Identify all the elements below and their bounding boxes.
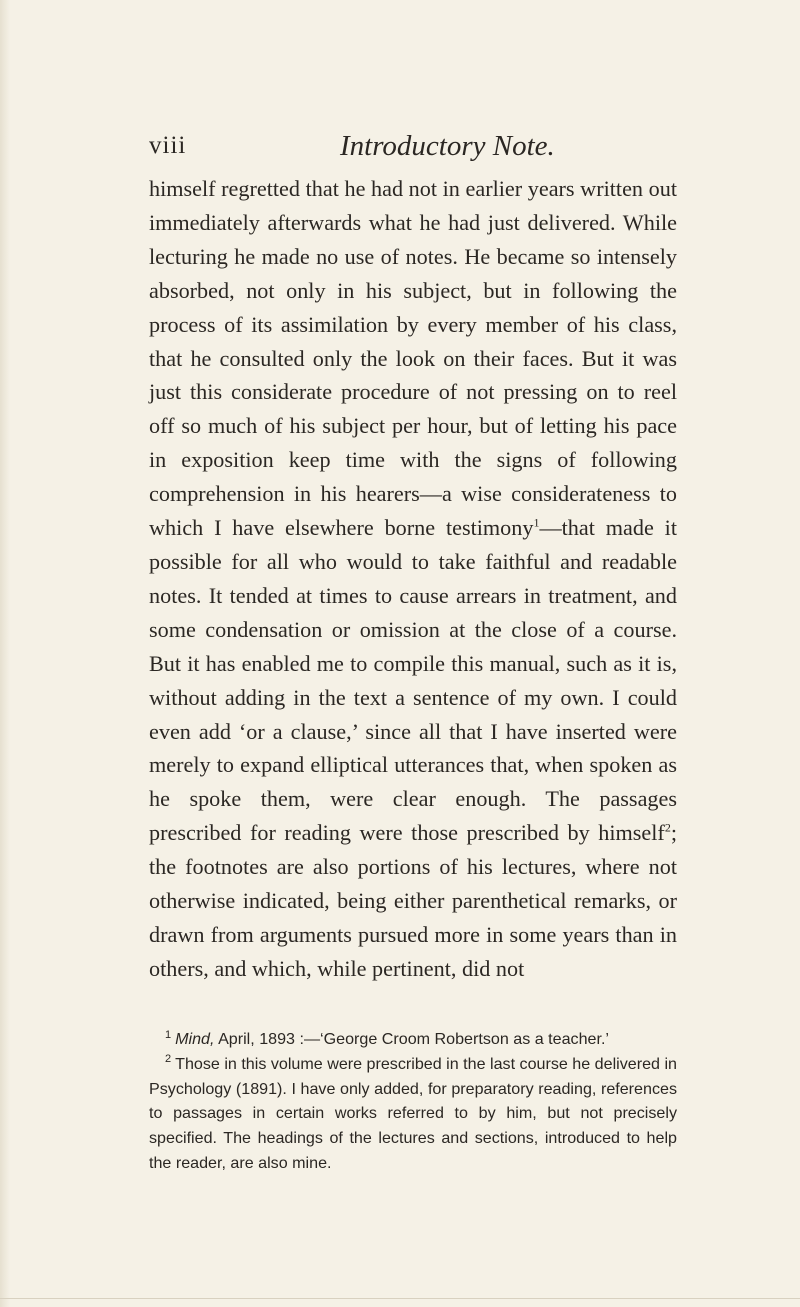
body-segment-2: —that made it possible for all who would to take faithful and readable notes. It tended at times to cause arrears in treatment, and some condensation or omission at the close of a course. But it has enabled me to compile this manual, such as it is, without adding in the text a sentence of my own. I could even add ‘or a clause,’ since all that I have inserted were merely to expand elliptical utterances that, when spoken as he spoke them, were clear enough. The passages prescribed for reading were those prescribed by himself: [149, 515, 677, 846]
footnote-source: Mind,: [175, 1030, 215, 1048]
footnote-2: [149, 1052, 677, 1176]
body-text: [149, 172, 677, 986]
footnote-reference-1: 1: [533, 515, 540, 530]
body-segment-1: himself regretted that he had not in earlier years written out immediately afterwards what he had just delivered. While lecturing he made no use of notes. He became so intensely absorbed, not only in his subject, but in following the process of its assimilation by every member of his class, that he consulted only the look on their faces. But it was just this considerate procedure of not pressing on to reel off so much of his subject per hour, but of letting his pace in exposition keep time with the signs of following comprehension in his hearers—a wise considerateness to which I have elsewhere borne testimony: [149, 176, 677, 541]
running-title: Introductory Note.: [340, 130, 555, 162]
footnote-text-2: Those in this volume were prescribed in the last course he delivered in Psychology (1891). I have only added, for preparatory reading, references to passages in certain works referred to by him, but not precisely specified. The headings of the lectures and sections, introduced to help the reader, are also mine.: [149, 1054, 677, 1172]
page-bottom-edge: [0, 1298, 800, 1299]
footnote-mark-2: 2: [165, 1053, 172, 1066]
page-number: viii: [149, 132, 187, 159]
body-paragraph: [149, 172, 677, 986]
footnote-mark-1: 1: [165, 1028, 172, 1041]
footnote-1: [149, 1027, 677, 1052]
footnote-reference-2: 2: [664, 820, 671, 835]
body-segment-3: ; the footnotes are also portions of his lectures, where not otherwise indicated, being either parenthetical remarks, or drawn from arguments pursued more in some years than in others, and which, while pertinent, did not: [149, 820, 677, 981]
footnotes: [149, 1027, 677, 1176]
page-edge-shadow: [0, 0, 10, 1307]
page-header: [0, 132, 800, 172]
footnote-text-1: April, 1893 :—‘George Croom Robertson as a teacher.’: [214, 1030, 609, 1048]
